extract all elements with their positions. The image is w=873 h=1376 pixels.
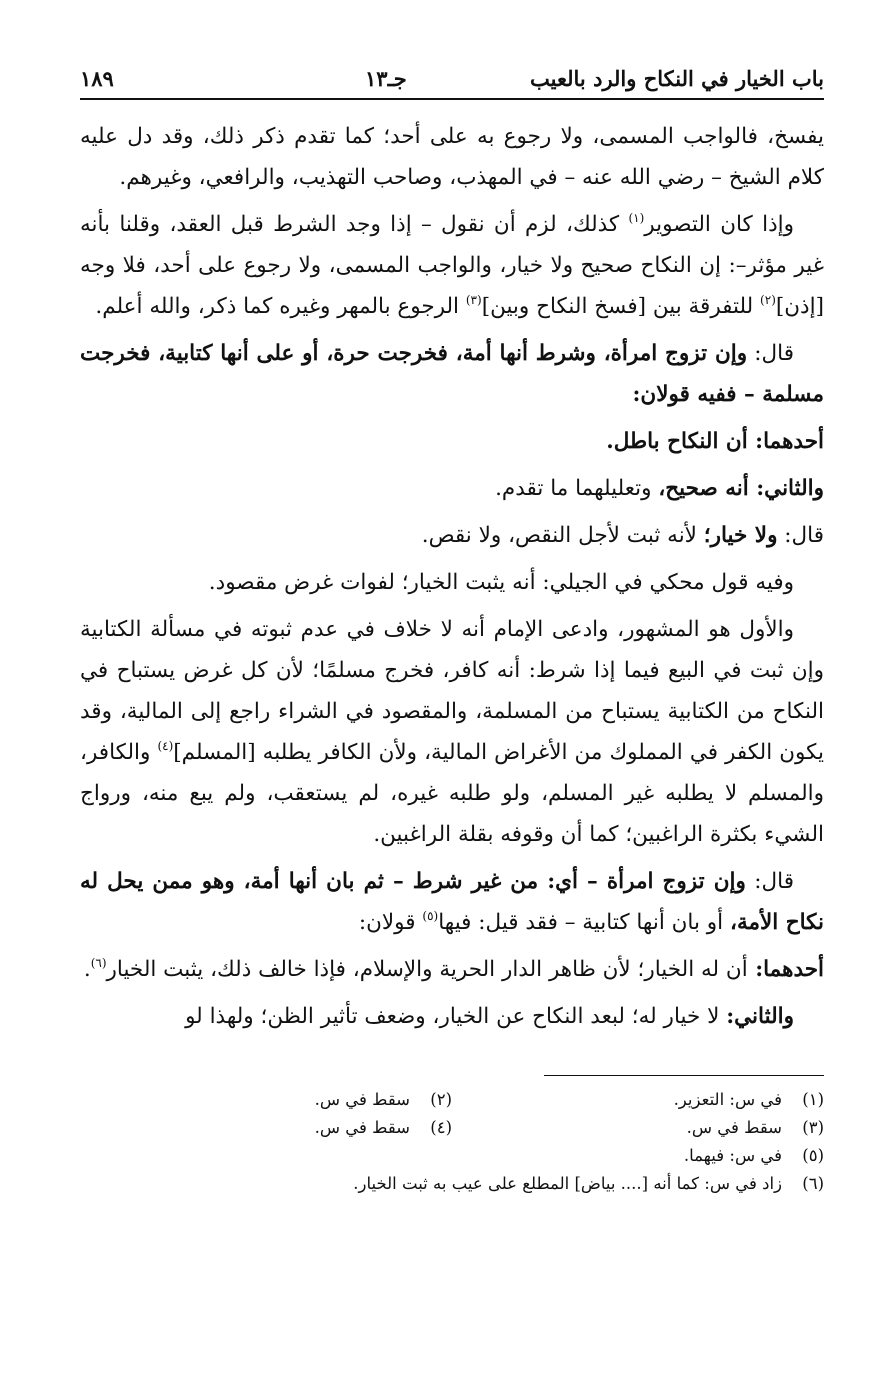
paragraph-5: والثاني: أنه صحيح، وتعليلهما ما تقدم. xyxy=(495,476,824,501)
paragraph-7: وفيه قول محكي في الجيلي: أنه يثبت الخيار؛ لفوات غرض مقصود. xyxy=(208,570,794,595)
paragraph-8: والأول هو المشهور، وادعى الإمام أنه لا خلاف في عدم ثبوته في مسألة الكتابية وإن ثبت في البيع فيما إذا شرط: أنه كافر، فخرج مسلمًا؛ لأن كل غرض يستباح في النكاح من الكتابية يستباح من المسلمة، والمقصود في الشراء راجع إلى المالية، وقد يكون الكفر في المملوك من الأغراض المالية، ولأن الكافر يطلبه [المسلم]$^{(٤)}$ والكافر، والمسلم لا يطلبه غير المسلم، ولو طلبه غيره، لم يستعقب، ولم يبع منه، ورواج الشيء بكثرة الراغبين؛ كما أن وقوفه بقلة الراغبين. xyxy=(80,617,824,847)
footnotes xyxy=(80,1086,824,1198)
footnote-ref-5[interactable]: (٥) xyxy=(422,909,439,923)
book-page xyxy=(80,56,824,1198)
chapter-title: باب الخيار في النكاح والرد بالعيب xyxy=(530,66,824,91)
paragraph-2: وإذا كان التصوير$^{(١)}$ كذلك، لزم أن نقول – إذا وجد الشرط قبل العقد، وقلنا بأنه غير مؤثر–: إن النكاح صحيح ولا خيار، والواجب المسمى، ولا رجوع على أحد، فلا وجه [إذن]$^{(٢)}$ للتفرقة بين [فسخ النكاح وبين]$^{(٣)}$ الرجوع بالمهر وغيره كما ذكر، والله أعلم. xyxy=(80,211,824,319)
volume-label: جـ١٣ xyxy=(365,66,407,91)
paragraph-3: قال: وإن تزوج امرأة، وشرط أنها أمة، فخرجت حرة، أو على أنها كتابية، فخرجت مسلمة – ففيه قولان: xyxy=(80,341,824,407)
footnote-ref-2[interactable]: (٢) xyxy=(760,293,776,307)
footnote-row xyxy=(80,1114,824,1142)
footnote-3: (٣)سقط في س. xyxy=(686,1118,824,1137)
paragraph-9: قال: وإن تزوج امرأة – أي: من غير شرط – ثم بان أنها أمة، وهو ممن يحل له نكاح الأمة، أو بان أنها كتابية – فقد قيل: فيها$^{(٥)}$ قولان: xyxy=(80,869,824,935)
footnote-2: (٢)سقط في س. xyxy=(314,1090,452,1109)
footnote-1: (١)في س: التعزير. xyxy=(673,1090,824,1109)
footnote-divider xyxy=(544,1075,824,1076)
paragraph-10: أحدهما: أن له الخيار؛ لأن ظاهر الدار الحرية والإسلام، فإذا خالف ذلك، يثبت الخيار$^{(٦)}$. xyxy=(83,956,824,982)
paragraph-11: والثاني: لا خيار له؛ لبعد النكاح عن الخيار، وضعف تأثير الظن؛ ولهذا لو xyxy=(185,1004,794,1029)
footnote-ref-6[interactable]: (٦) xyxy=(90,956,107,970)
page-number: ١٨٩ xyxy=(80,66,114,91)
paragraph-1: يفسخ، فالواجب المسمى، ولا رجوع به على أحد؛ كما تقدم ذكر ذلك، وقد دل عليه كلام الشيخ – رضي الله عنه – في المهذب، وصاحب التهذيب، والرافعي، وغيرهم. xyxy=(80,124,824,190)
footnote-ref-1[interactable]: (١) xyxy=(628,211,645,225)
footnote-ref-4[interactable]: (٤) xyxy=(157,739,174,753)
footnote-row xyxy=(80,1086,824,1114)
main-text xyxy=(80,116,824,1037)
footnote-5: (٥)في س: فيهما. xyxy=(683,1146,824,1165)
running-header xyxy=(80,56,824,100)
paragraph-6: قال: ولا خيار؛ لأنه ثبت لأجل النقص، ولا نقص. xyxy=(421,523,824,548)
footnote-ref-3[interactable]: (٣) xyxy=(465,293,482,307)
footnote-row xyxy=(80,1142,824,1170)
footnote-4: (٤)سقط في س. xyxy=(314,1118,452,1137)
paragraph-4: أحدهما: أن النكاح باطل. xyxy=(606,429,824,454)
footnote-6: (٦)زاد في س: كما أنه [.... بياض] المطلع على عيب به ثبت الخيار. xyxy=(353,1174,824,1193)
